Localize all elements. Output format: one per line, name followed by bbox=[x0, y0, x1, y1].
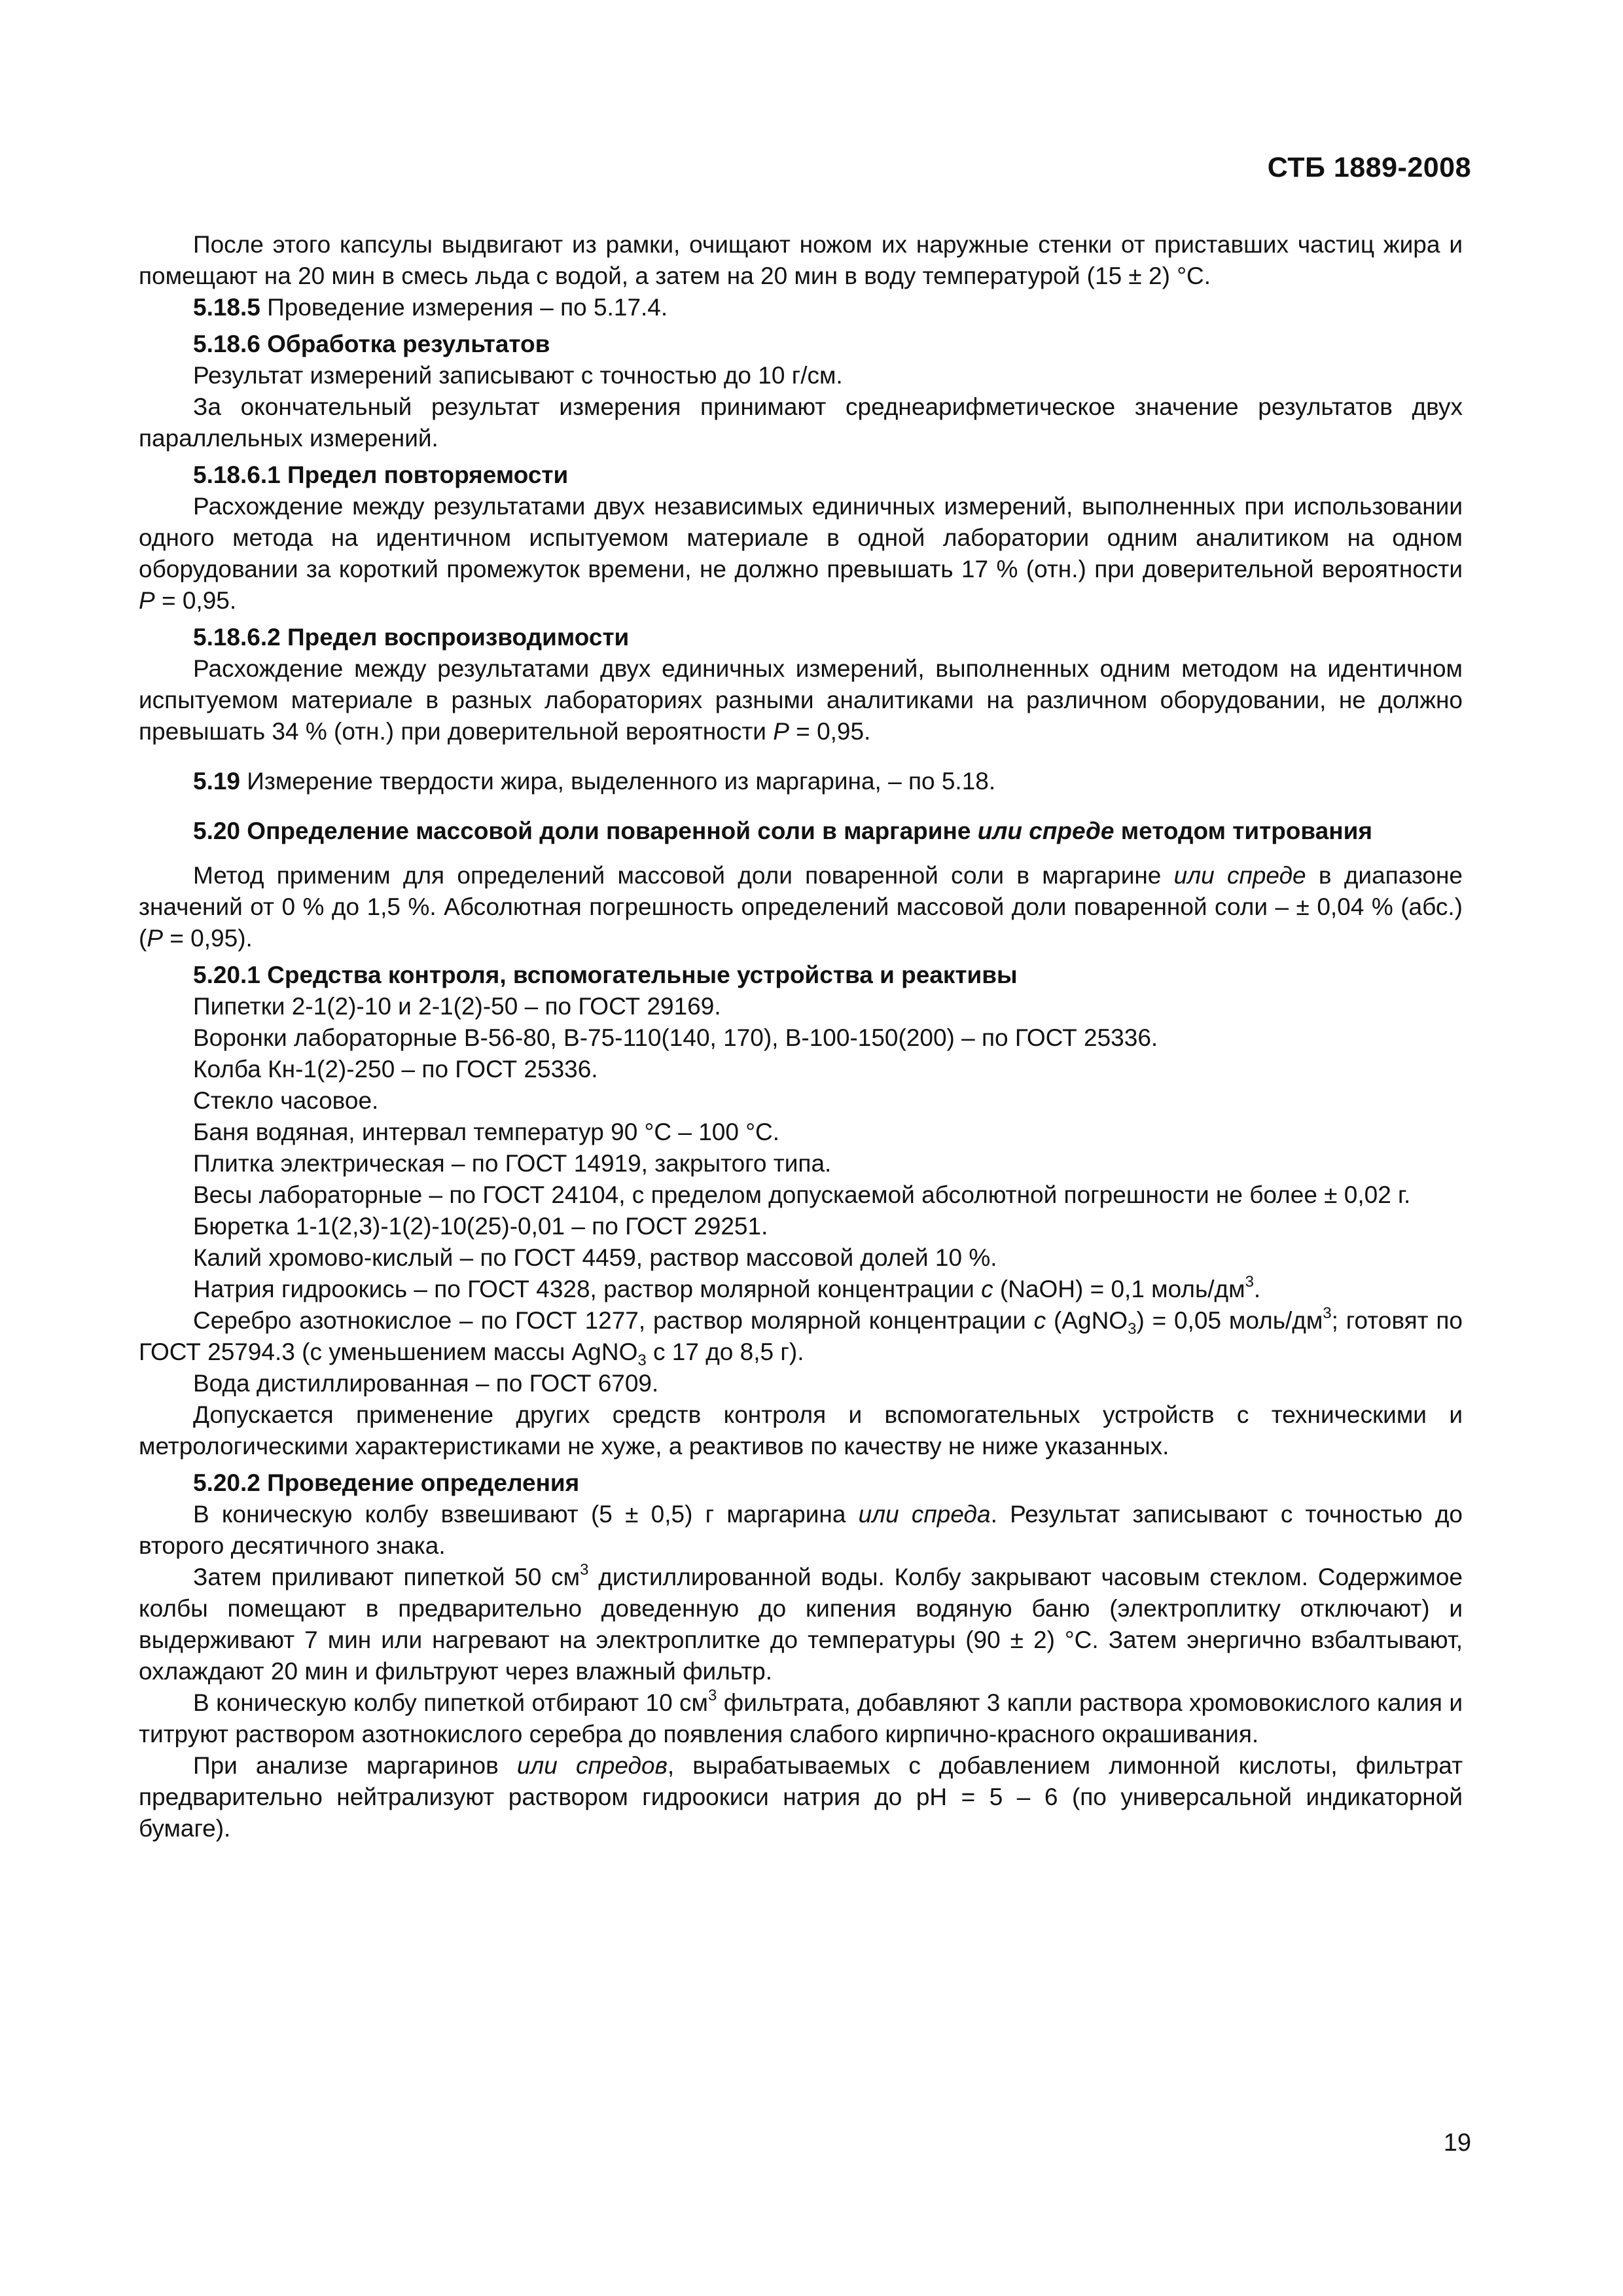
list-item-naoh: Натрия гидроокись – по ГОСТ 4328, раствор молярной концентрации c (NaOH) = 0,1 моль/$дм^3$. bbox=[193, 1273, 1261, 1302]
clause-number: 5.18.5 bbox=[193, 294, 260, 321]
heading-5-18-6-1: 5.18.6.1 Предел повторяемости bbox=[193, 461, 569, 488]
paragraph-titration: В коническую колбу пипеткой отбирают 10 $см^3$ фильтрата, добавляют 3 капли раствора хромовокислого калия и титруют раствором азотнокислого серебра до появления слабого кирпично-красного окрашивания. bbox=[139, 1687, 1463, 1748]
paragraph-citric-acid: При анализе маргаринов или спредов, вырабатываемых с добавлением лимонной кислоты, фильтрат предварительно нейтрализуют раствором гидроокиси натрия до pH = 5 – 6 (по универсальной индикаторной бумаге). bbox=[139, 1752, 1463, 1842]
paragraph-capsules: После этого капсулы выдвигают из рамки, очищают ножом их наружные стенки от приставших частиц жира и помещают на 20 мин в смесь льда с водой, а затем на 20 мин в воду температурой (15 ± 2) °С. bbox=[139, 231, 1463, 289]
paragraph-result-precision: Результат измерений записывают с точностью до 10 г/см. bbox=[193, 362, 843, 389]
list-item: Калий хромово-кислый – по ГОСТ 4459, раствор массовой долей 10 %. bbox=[193, 1244, 997, 1271]
paragraph-reproducibility: Расхождение между результатами двух единичных измерений, выполненных одним методом на идентичном испытуемом материале в разных лабораториях разными аналитиками на различном оборудовании, не должно превышать 34 % (отн.) при доверительной вероятности P = 0,95. bbox=[139, 655, 1463, 745]
heading-5-18-6: 5.18.6 Обработка результатов bbox=[193, 331, 550, 357]
list-item: Вода дистиллированная – по ГОСТ 6709. bbox=[193, 1370, 659, 1397]
list-item: Воронки лабораторные В-56-80, В-75-110(140, 170), В-100-150(200) – по ГОСТ 25336. bbox=[193, 1024, 1158, 1051]
list-item: Бюретка 1-1(2,3)-1(2)-10(25)-0,01 – по ГОСТ 29251. bbox=[193, 1213, 768, 1240]
list-item: Весы лабораторные – по ГОСТ 24104, с пределом допускаемой абсолютной погрешности не более ± 0,02 г. bbox=[193, 1181, 1411, 1208]
page-number: 19 bbox=[1443, 2129, 1471, 2157]
list-item: Колба Кн-1(2)-250 – по ГОСТ 25336. bbox=[193, 1056, 598, 1083]
list-item-agno3: Серебро азотнокислое – по ГОСТ 1277, раствор молярной концентрации c (AgNO$_3$) = 0,05 моль/$дм^3$; готовят по ГОСТ 25794.3 (с уменьшением массы AgNO$_3$ с 17 до 8,5 г). bbox=[139, 1304, 1463, 1369]
paragraph-water-bath: Затем приливают пипеткой 50 $см^3$ дистиллированной воды. Колбу закрывают часовым стеклом. Содержимое колбы помещают в предварительно доведенную до кипения водяную баню (электроплитку отключают) и выдерживают 7 мин или нагревают на электроплитке до температуры (90 ± 2) °С. Затем энергично взбалтывают, охлаждают 20 мин и фильтруют через влажный фильтр. bbox=[139, 1561, 1463, 1685]
document-header: СТБ 1889-2008 bbox=[1267, 152, 1471, 183]
heading-5-20: 5.20 Определение массовой доли поваренной соли в маргарине или спреде методом титрования bbox=[193, 817, 1372, 844]
paragraph-method-scope: Метод применим для определений массовой доли поваренной соли в маргарине или спреде в диапазоне значений от 0 % до 1,5 %. Абсолютная погрешность определений массовой доли поваренной соли – ± 0,04 % (абс.) (P = 0,95). bbox=[139, 862, 1463, 952]
clause-text: Проведение измерения – по 5.17.4. bbox=[260, 294, 668, 321]
heading-5-20-1: 5.20.1 Средства контроля, вспомогательные устройства и реактивы bbox=[193, 961, 1018, 988]
list-item: Стекло часовое. bbox=[193, 1087, 379, 1114]
clause-number: 5.19 bbox=[193, 768, 241, 795]
paragraph-final-result: За окончательный результат измерения принимают среднеарифметическое значение результатов двух параллельных измерений. bbox=[139, 393, 1463, 452]
clause-5-19 bbox=[139, 766, 1463, 797]
paragraph-weighing: В коническую колбу взвешивают (5 ± 0,5) г маргарина или спреда. Результат записывают с точностью до второго десятичного знака. bbox=[139, 1501, 1463, 1559]
clause-5-18-5 bbox=[139, 292, 1463, 323]
list-item: Плитка электрическая – по ГОСТ 14919, закрытого типа. bbox=[193, 1150, 832, 1177]
paragraph-allowance: Допускается применение других средств контроля и вспомогательных устройств с техническими и метрологическими характеристиками не хуже, а реактивов по качеству не ниже указанных. bbox=[139, 1401, 1463, 1460]
paragraph-repeatability: Расхождение между результатами двух независимых единичных измерений, выполненных при использовании одного метода на идентичном испытуемом материале в одной лаборатории одним аналитиком на одном оборудовании за короткий промежуток времени, не должно превышать 17 % (отн.) при доверительной вероятности P = 0,95. bbox=[139, 493, 1463, 614]
document-body bbox=[139, 229, 1463, 1844]
list-item: Пипетки 2-1(2)-10 и 2-1(2)-50 – по ГОСТ 29169. bbox=[193, 993, 721, 1020]
list-item: Баня водяная, интервал температур 90 °С – 100 °С. bbox=[193, 1119, 780, 1145]
heading-5-20-2: 5.20.2 Проведение определения bbox=[193, 1469, 580, 1496]
heading-5-18-6-2: 5.18.6.2 Предел воспроизводимости bbox=[193, 624, 630, 651]
clause-text: Измерение твердости жира, выделенного из маргарина, – по 5.18. bbox=[240, 768, 996, 795]
